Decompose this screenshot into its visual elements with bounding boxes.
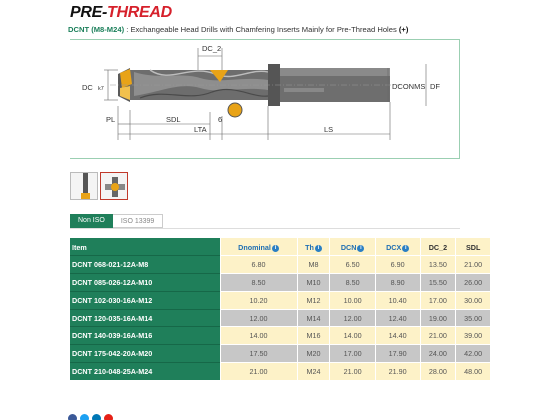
cell-dcx: 21.90 (375, 363, 420, 381)
tool-drawing-svg (70, 40, 460, 160)
drill-cross-icon (101, 173, 128, 200)
cell-dnominal: 10.20 (220, 291, 297, 309)
cell-sdl: 39.00 (456, 327, 490, 345)
cell-dcx: 6.90 (375, 256, 420, 274)
cell-dc2: 21.00 (420, 327, 456, 345)
dim-six: 6 (218, 115, 223, 124)
series-code: DCNT (M8-M24) (68, 25, 125, 34)
header-item[interactable]: Item (70, 238, 220, 256)
header-sdl[interactable]: SDL (456, 238, 490, 256)
image-thumbnails (70, 172, 128, 200)
cell-dcn: 14.00 (330, 327, 375, 345)
cell-th: M14 (297, 309, 330, 327)
cell-dcn: 17.00 (330, 345, 375, 363)
cell-dcx: 17.90 (375, 345, 420, 363)
dim-sdl: SDL (166, 115, 181, 124)
table-row[interactable] (70, 309, 490, 327)
tool-drawing (70, 39, 460, 159)
header-dc2[interactable]: DC_2 (420, 238, 456, 256)
cell-sdl: 21.00 (456, 256, 490, 274)
brand-logo (70, 4, 172, 22)
cell-dcx: 10.40 (375, 291, 420, 309)
cell-dc2: 24.00 (420, 345, 456, 363)
cell-dnominal: 21.00 (220, 363, 297, 381)
tab-non-iso[interactable]: Non ISO (70, 214, 113, 228)
table-row[interactable] (70, 327, 490, 345)
cell-dcn: 21.00 (330, 363, 375, 381)
cell-dnominal: 12.00 (220, 309, 297, 327)
cell-th: M10 (297, 274, 330, 292)
cell-th: M20 (297, 345, 330, 363)
table-body (70, 256, 490, 381)
tab-divider (70, 228, 460, 229)
dim-tolerance: k7 (98, 86, 104, 92)
cell-item[interactable]: DCNT 175-042-20A-M20 (70, 345, 220, 363)
cell-dc2: 13.50 (420, 256, 456, 274)
table-row[interactable] (70, 274, 490, 292)
header-dcn[interactable]: DCN i (330, 238, 375, 256)
social-icons (68, 414, 113, 420)
dim-dc: DC (82, 83, 93, 92)
cell-sdl: 42.00 (456, 345, 490, 363)
cell-dnominal: 17.50 (220, 345, 297, 363)
cell-sdl: 35.00 (456, 309, 490, 327)
cell-item[interactable]: DCNT 210-048-25A-M24 (70, 363, 220, 381)
table-row[interactable] (70, 345, 490, 363)
cell-th: M12 (297, 291, 330, 309)
cell-dnominal: 6.80 (220, 256, 297, 274)
cell-dcx: 12.40 (375, 309, 420, 327)
cell-item[interactable]: DCNT 120-035-16A-M14 (70, 309, 220, 327)
table-row[interactable] (70, 291, 490, 309)
series-description: : Exchangeable Head Drills with Chamfering Inserts Mainly for Pre-Thread Holes (124, 25, 399, 34)
cell-item[interactable]: DCNT 085-026-12A-M10 (70, 274, 220, 292)
drill-front-icon (71, 173, 98, 200)
cell-sdl: 26.00 (456, 274, 490, 292)
dim-dconms: DCONMS (392, 82, 426, 91)
info-icon[interactable]: i (402, 245, 409, 252)
header-th[interactable]: Th i (297, 238, 330, 256)
cell-th: M8 (297, 256, 330, 274)
cell-sdl: 30.00 (456, 291, 490, 309)
cell-dc2: 17.00 (420, 291, 456, 309)
youtube-icon[interactable] (104, 414, 113, 420)
table-row[interactable] (70, 256, 490, 274)
cell-dcn: 6.50 (330, 256, 375, 274)
table-row[interactable] (70, 363, 490, 381)
cell-dcn: 8.50 (330, 274, 375, 292)
facebook-icon[interactable] (68, 414, 77, 420)
dim-dc2: DC_2 (202, 44, 222, 53)
info-icon[interactable]: i (315, 245, 322, 252)
cell-item[interactable]: DCNT 140-039-16A-M16 (70, 327, 220, 345)
cell-sdl: 48.00 (456, 363, 490, 381)
cell-dnominal: 14.00 (220, 327, 297, 345)
product-subtitle (68, 25, 408, 34)
thumbnail-front[interactable] (70, 172, 98, 200)
info-icon[interactable]: i (357, 245, 364, 252)
tab-iso-13399[interactable]: ISO 13399 (113, 214, 163, 228)
cell-dnominal: 8.50 (220, 274, 297, 292)
header-dnominal[interactable]: Dnominal i (220, 238, 297, 256)
cell-item[interactable]: DCNT 068-021-12A-M8 (70, 256, 220, 274)
dim-ls: LS (324, 125, 334, 134)
dim-pl: PL (106, 115, 116, 124)
twitter-icon[interactable] (80, 414, 89, 420)
cell-dc2: 28.00 (420, 363, 456, 381)
plus-badge: (+) (398, 25, 409, 34)
cell-th: M16 (297, 327, 330, 345)
dim-df: DF (430, 82, 440, 91)
standard-tabs (70, 214, 163, 228)
dim-lta: LTA (194, 125, 207, 134)
table-header-row (70, 238, 490, 256)
logo-text: PRE-THREAD (70, 4, 172, 21)
cell-th: M24 (297, 363, 330, 381)
cell-dcx: 8.90 (375, 274, 420, 292)
cell-dc2: 19.00 (420, 309, 456, 327)
info-icon[interactable]: i (272, 245, 279, 252)
cell-dcx: 14.40 (375, 327, 420, 345)
cell-dc2: 15.50 (420, 274, 456, 292)
spec-table (70, 238, 490, 380)
cell-item[interactable]: DCNT 102-030-16A-M12 (70, 291, 220, 309)
cell-dcn: 12.00 (330, 309, 375, 327)
header-dcx[interactable]: DCX i (375, 238, 420, 256)
thumbnail-cross[interactable] (100, 172, 128, 200)
linkedin-icon[interactable] (92, 414, 101, 420)
cell-dcn: 10.00 (330, 291, 375, 309)
